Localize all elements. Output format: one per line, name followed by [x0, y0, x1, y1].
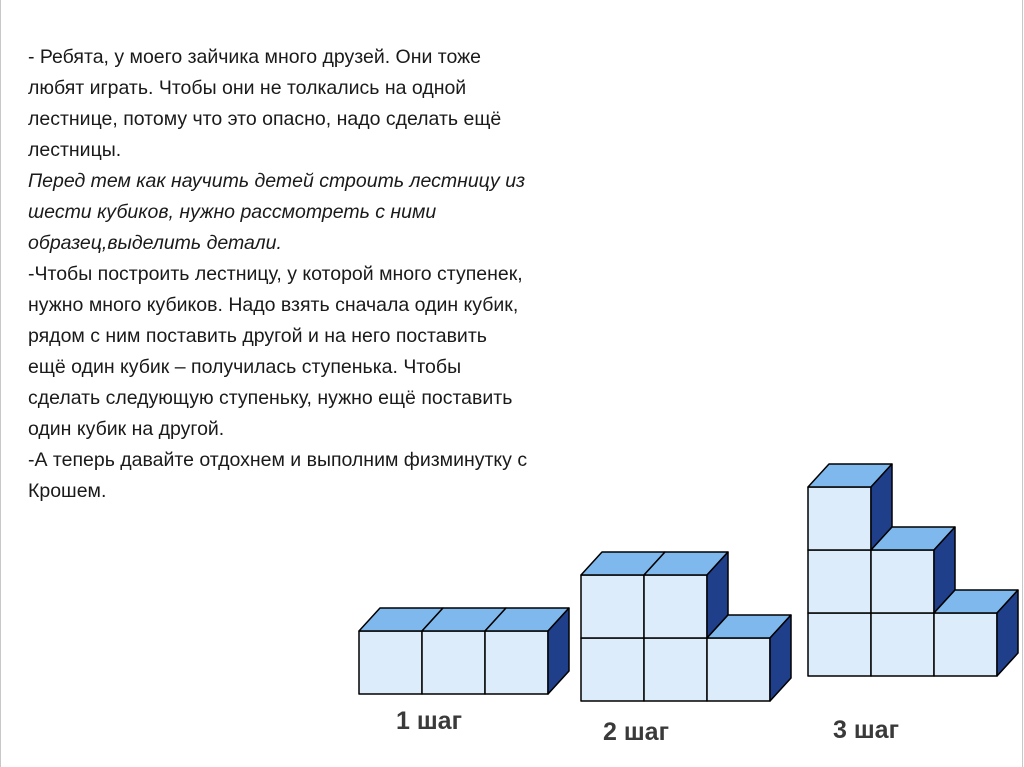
paragraph-4: -А теперь давайте отдохнем и выполним физминутку с Крошем. — [28, 449, 528, 502]
cube-front — [808, 613, 871, 676]
paragraph-3: -Чтобы построить лестницу, у которой много ступенек, нужно много кубиков. Надо взять сначала один кубик, рядом с ним поставить другой и на него поставить ещё один кубик – получилась ступенька. Чтобы сделать следующую ступеньку, нужно ещё поставить один кубик на другой. — [28, 263, 523, 440]
cube-front — [644, 638, 707, 701]
staircase-step-1 — [359, 608, 569, 694]
cube-front — [644, 575, 707, 638]
staircase-step-2 — [581, 552, 791, 701]
left-border-line — [0, 0, 1, 767]
cube-front — [422, 631, 485, 694]
paragraph-1: - Ребята, у моего зайчика много друзей. Они тоже любят играть. Чтобы они не толкались на одной лестнице, потому что это опасно, надо сделать ещё лестницы. — [28, 46, 502, 161]
cube-front — [707, 638, 770, 701]
staircase-step-3 — [808, 464, 1018, 676]
cube-front — [485, 631, 548, 694]
cube-front — [808, 487, 871, 550]
cube-front — [581, 638, 644, 701]
cube-front — [871, 550, 934, 613]
instruction-text — [28, 42, 528, 507]
cube-front — [934, 613, 997, 676]
step-3-label: 3 шаг — [833, 716, 900, 744]
cube-front — [581, 575, 644, 638]
paragraph-2-italic: Перед тем как научить детей строить лестницу из шести кубиков, нужно рассмотреть с ними образец,выделить детали. — [28, 170, 526, 254]
cube-front — [359, 631, 422, 694]
step-1-label: 1 шаг — [396, 707, 463, 735]
cube-front — [871, 613, 934, 676]
cube-front — [808, 550, 871, 613]
step-2-label: 2 шаг — [603, 718, 670, 746]
